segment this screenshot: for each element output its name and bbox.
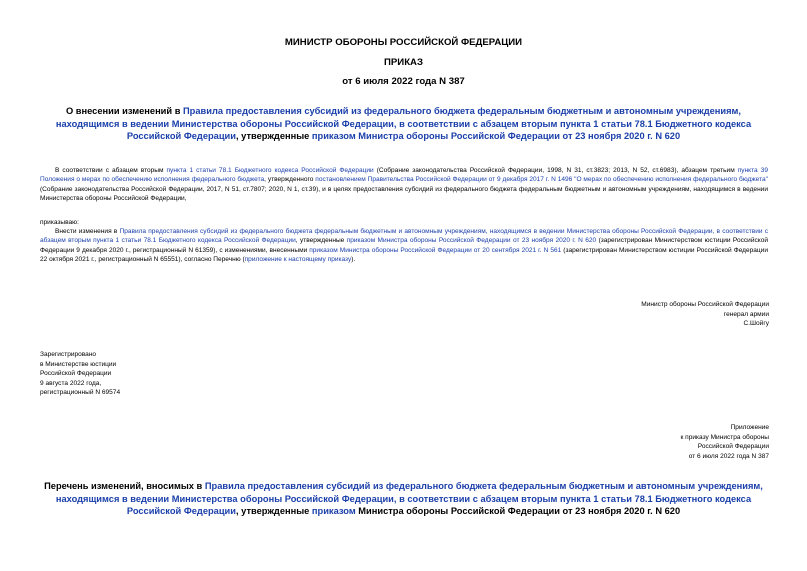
title-prefix: О внесении изменений в	[65, 106, 183, 116]
list-title-order-link[interactable]: приказом	[311, 506, 356, 516]
order-text-5: ).	[351, 256, 356, 264]
doc-type-heading: ПРИКАЗ	[384, 57, 423, 68]
signature-position: Министр обороны Российской Федерации	[641, 301, 769, 308]
order-rules-link[interactable]: Правила предоставления субсидий из федерального бюджета федеральным бюджетным и автономным учреждениям, находящимся в ведении Министерства обороны Российской Федерации, в соответствии с абзацем вторым пункта 1 статьи 78.1 Бюджетного кодекса Российской Федерации	[40, 228, 768, 245]
registration-line-1: Зарегистрировано	[40, 351, 97, 358]
doc-date: от 6 июля 2022 года N 387	[342, 76, 465, 87]
list-title-middle: , утвержденные	[236, 506, 312, 516]
order-paragraph	[40, 227, 768, 265]
title-order-link[interactable]: приказом Министра обороны Российской Федерации от 23 ноября 2020 г. N 620	[311, 131, 681, 141]
order-word: приказываю:	[40, 219, 79, 226]
appendix-line-4: от 6 июля 2022 года N 387	[688, 452, 769, 460]
preamble-text-3: , утвержденного	[264, 176, 316, 184]
budget-code-link[interactable]: пункта 1 статьи 78.1 Бюджетного кодекса Российской Федерации	[166, 167, 374, 174]
appendix-line-1: Приложение	[730, 424, 769, 431]
appendix-line-2: к приказу Министра обороны	[680, 433, 769, 441]
registration-line-2: в Министерстве юстиции	[40, 360, 117, 368]
appendix-block	[680, 423, 769, 461]
registration-block	[40, 350, 120, 398]
order-620-link[interactable]: приказом Министра обороны Российской Федерации от 23 ноября 2020 г. N 620	[346, 237, 597, 245]
appendix-line-3: Российской Федерации	[697, 443, 769, 451]
registration-line-3: Российской Федерации	[40, 370, 112, 378]
title-rules-link[interactable]: Правила предоставления субсидий из федерального бюджета федеральным бюджетным и автономным учреждениям, находящимся в ведении Министерства обороны Российской Федерации, в соответствии с абзацем вторым пункта 1 статьи 78.1 Бюджетного кодекса Российской Федерации	[55, 106, 752, 141]
list-title	[40, 480, 767, 518]
preamble-text-2: (Собрание законодательства Российской Федерации, 1998, N 31, ст.3823; 2013, N 52, ст.6983), абзацем третьим	[373, 167, 738, 174]
order-text-2: , утвержденные	[295, 237, 347, 245]
signature-rank: генерал армии	[723, 310, 769, 318]
list-title-suffix: Министра обороны Российской Федерации от 23 ноября 2020 г. N 620	[355, 506, 681, 516]
appendix-link[interactable]: приложение к настоящему приказу	[244, 256, 352, 264]
preamble-text-4: (Собрание законодательства Российской Федерации, 2017, N 51, ст.7807; 2020, N 1, ст.39), и в целях предоставления субсидий из федерального бюджета федеральным бюджетным и автономным учреждениям, находящимся в ведении Министерства обороны Российской Федерации,	[40, 185, 768, 203]
government-decree-link[interactable]: постановлением Правительства Российской Федерации от 9 декабря 2017 г. N 1496 "О мерах по обеспечению исполнения федерального бюджета"	[315, 176, 768, 184]
title-middle: , утвержденные	[236, 131, 312, 141]
preamble-text-1: В соответствии с абзацем вторым	[55, 167, 167, 174]
signature-name: С.Шойгу	[743, 320, 769, 328]
order-text-3: (зарегистрирован Министерством юстиции Российской Федерации 9 декабря 2020 г., регистрационный N 61359), с изменениями, внесенными	[40, 237, 768, 254]
document-title	[40, 105, 767, 143]
preamble-paragraph	[40, 166, 768, 204]
signature-block	[641, 300, 769, 329]
order-text-4: (зарегистрирован Министерством юстиции Российской Федерации 22 октября 2021 г., регистрационный N 65551), согласно Перечню (	[40, 246, 768, 264]
regulation-point-link[interactable]: пункта 39 Положения о мерах по обеспечению исполнения федерального бюджета	[40, 167, 768, 184]
list-title-rules-link[interactable]: Правила предоставления субсидий из федерального бюджета федеральным бюджетным и автономным учреждениям, находящимся в ведении Министерства обороны Российской Федерации, в соответствии с абзацем вторым пункта 1 статьи 78.1 Бюджетного кодекса Российской Федерации	[55, 481, 763, 516]
order-text-1: Внести изменения в	[55, 228, 120, 235]
minister-heading: МИНИСТР ОБОРОНЫ РОССИЙСКОЙ ФЕДЕРАЦИИ	[284, 37, 523, 48]
registration-line-5: регистрационный N 69574	[40, 389, 121, 397]
order-561-link[interactable]: приказом Министра обороны Российской Федерации от 20 сентября 2021 г. N 561	[309, 246, 562, 254]
list-title-prefix: Перечень изменений, вносимых в	[44, 481, 205, 491]
registration-line-4: 9 августа 2022 года,	[40, 379, 102, 387]
